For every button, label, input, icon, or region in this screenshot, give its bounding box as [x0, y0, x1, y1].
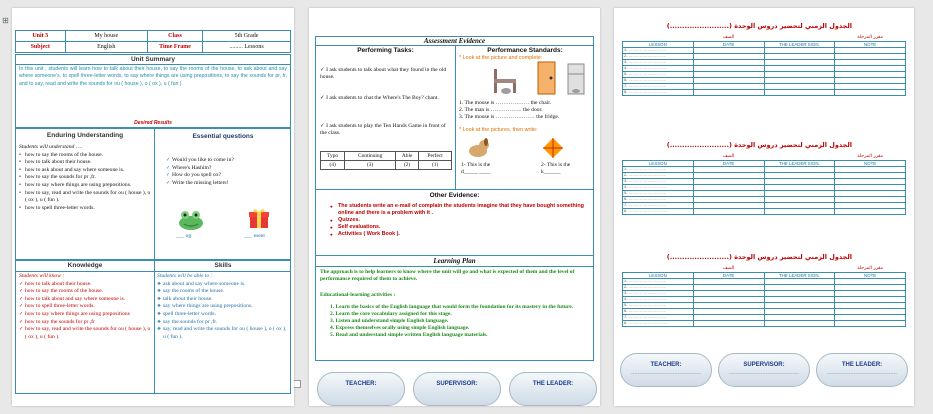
schedule-cell[interactable]: 2- …………………………: [623, 53, 694, 59]
essential-question: ✓ Would you like to come in?: [166, 157, 290, 165]
blank-word-og: ___ og: [176, 233, 192, 239]
skill-item: ❖ spell three-letter words.: [157, 311, 290, 319]
class-label: Class: [148, 31, 203, 42]
class-label: الصف: [722, 34, 735, 40]
rubric-table: [320, 151, 452, 170]
sentence-1: 1. The mouse is ……………… the chair.: [459, 100, 552, 106]
unit-summary-text: In this unit , students will learn how to talk about their house, to say the rooms of the house, to ask about and say where someone's, to spell three-letter words, to say where things are using prepositions, to say the sounds for pr, fr, and to say, read and write the sounds for ou ( house ), o ( ox ), u ( fun ): [19, 66, 287, 87]
schedule-column-header: LESSON: [623, 160, 694, 166]
kite-icon: [542, 137, 564, 161]
subject-value: English: [65, 42, 148, 53]
knowledge-item: ✓ how to say the sounds for pr ,fr: [19, 319, 152, 327]
task-1: ✓ I ask students to talk about what they found in the old house.: [320, 67, 447, 80]
other-evidence-title: Other Evidence:: [429, 192, 480, 199]
evidence-item: ● Activities ( Work Book ).: [330, 231, 588, 238]
schedule-cell[interactable]: 2- …………………………: [623, 172, 694, 178]
rubric-label: Able: [396, 152, 419, 161]
table-move-handle-icon[interactable]: ⊞: [2, 16, 9, 25]
schedule-cell[interactable]: 7- …………………………: [623, 314, 694, 320]
supervisor-signature-pill-p3[interactable]: SUPERVISOR: ……………………………………: [718, 353, 810, 387]
schedule-cell[interactable]: [835, 320, 906, 326]
schedule-cell[interactable]: 5- …………………………: [623, 71, 694, 77]
rubric-score: (3): [345, 161, 396, 170]
subject-label: Subject: [16, 42, 66, 53]
knowledge-item: ✓ how to talk about and say where someone is.: [19, 296, 152, 304]
enduring-item: • how to say the sounds for pr ,fr.: [19, 174, 151, 182]
activity-item: 3. Listen and understand simple English language.: [330, 318, 449, 324]
supervisor-signature-pill[interactable]: SUPERVISOR:: [413, 372, 501, 406]
schedule-column-header: THE LEADER SIGN.: [764, 160, 835, 166]
time-frame-label: Time Frame: [148, 42, 203, 53]
unit-summary-box: [15, 54, 291, 128]
write-item-1: 1- This is the d_____ ____: [461, 162, 491, 175]
leader-signature-pill-p3[interactable]: THE LEADER: ……………………………………: [816, 353, 908, 387]
task-3: ✓ I ask students to play the Ten Hands Game in front of the class.: [320, 123, 446, 136]
table-row: [623, 89, 906, 95]
unit-summary-title: Unit Summary: [16, 55, 290, 65]
schedule-cell[interactable]: 7- …………………………: [623, 83, 694, 89]
schedule-column-header: NOTE: [835, 41, 906, 47]
activities-list: [330, 304, 592, 339]
teacher-signature-pill-p3[interactable]: TEACHER: ……………………………………: [620, 353, 712, 387]
leader-signature-pill[interactable]: THE LEADER:: [509, 372, 597, 406]
knowledge-item: ✓ how to say, read and write the sounds for ou ( house ), o ( ox ), u ( fun ).: [19, 326, 152, 341]
page-lesson-schedule: [614, 8, 914, 406]
enduring-item: • how to ask about and say where someone is.: [19, 167, 151, 175]
essential-questions-title: Essential questions: [192, 133, 254, 140]
sentence-2: 2. The man is …………….. the door.: [459, 107, 543, 113]
schedule-cell[interactable]: [835, 89, 906, 95]
write-item-2: 2- This is the k______: [541, 162, 571, 175]
essential-list: [166, 157, 290, 187]
skill-item: ❖ talk about their house.: [157, 296, 290, 304]
activity-item: 2. Learn the core vocabulary assigned for this stage.: [330, 311, 452, 317]
schedule-cell[interactable]: 8- …………………………: [623, 320, 694, 326]
assessment-evidence-title: Assessment Evidence: [316, 37, 593, 46]
sentence-3: 3. The mouse is ………………… the fridge.: [459, 114, 560, 120]
schedule-cell[interactable]: 1- …………………………: [623, 47, 694, 53]
page-assessment: [309, 8, 600, 406]
activities-title: Educational-learning activities :: [320, 292, 396, 298]
schedule-cell[interactable]: 8- …………………………: [623, 89, 694, 95]
assessment-box: [315, 36, 594, 361]
enduring-item: • how to talk about their house.: [19, 159, 151, 167]
schedule-cell[interactable]: 4- …………………………: [623, 65, 694, 71]
schedule-column-header: DATE: [693, 41, 764, 47]
look-complete-instruction: * Look at the picture and complete:: [459, 55, 543, 61]
knowledge-skills-box: [15, 260, 291, 394]
look-write-instruction: * Look at the pictures, then write:: [459, 127, 538, 133]
time-frame-value: ......... Lessons: [203, 42, 291, 53]
knowledge-intro: Students will know :: [19, 273, 65, 279]
complete-sentences: [459, 100, 594, 121]
schedule-cell[interactable]: [764, 208, 835, 214]
lesson-schedule-table: [622, 265, 906, 327]
page-unit-plan: [12, 8, 294, 406]
learning-plan-title: Learning Plan: [433, 257, 476, 265]
schedule-cell[interactable]: [693, 89, 764, 95]
performing-tasks-title: Performing Tasks:: [357, 47, 414, 54]
knowledge-list: [19, 273, 152, 341]
enduring-list: [19, 144, 151, 212]
schedule-cell[interactable]: 6- …………………………: [623, 308, 694, 314]
schedule-cell[interactable]: [693, 320, 764, 326]
skill-item: ❖ say the rooms of the house.: [157, 288, 290, 296]
activity-item: 5. Read and understand simple written English language materials.: [330, 332, 488, 338]
schedule-cell[interactable]: 5- …………………………: [623, 302, 694, 308]
enduring-item: • how to spell three-letter words.: [19, 205, 151, 213]
evidence-item: ● The students write an e-mail of complain the students imagine that they have bought something online and there is a problem with it .: [330, 203, 588, 217]
schedule-column-header: LESSON: [623, 272, 694, 278]
rubric-label: Typo: [321, 152, 345, 161]
schedule-cell[interactable]: 2- …………………………: [623, 284, 694, 290]
class-label: الصف: [722, 153, 735, 159]
enduring-item: • how to say, read and write the sounds for ou ( house ), o ( ox ), u ( fun ).: [19, 190, 151, 205]
schedule-cell[interactable]: 8- …………………………: [623, 208, 694, 214]
schedule-title: الجدول الزمني لتحضير دروس الوحدة (........................): [666, 141, 852, 149]
schedule-column-header: NOTE: [835, 160, 906, 166]
schedule-column-header: NOTE: [835, 272, 906, 278]
schedule-column-header: THE LEADER SIGN.: [764, 41, 835, 47]
stage-label: مقرر المرحلة: [857, 34, 883, 40]
evidence-item: ● Self evaluations.: [330, 224, 588, 231]
schedule-column-header: DATE: [693, 160, 764, 166]
schedule-cell[interactable]: [764, 89, 835, 95]
enduring-item: • how to say where things are using prepositions.: [19, 182, 151, 190]
unit-value: My house: [65, 31, 148, 42]
stage-label: مقرر المرحلة: [857, 153, 883, 159]
understanding-box: [15, 128, 291, 260]
schedule-column-header: LESSON: [623, 41, 694, 47]
schedule-cell[interactable]: 4- …………………………: [623, 296, 694, 302]
learning-plan-intro: The approach is to help learners to know where the unit will go and what is expected of them and the level of performance required of them to achieve.: [320, 269, 575, 282]
rubric-label: Continuing: [345, 152, 396, 161]
performance-standards-title: Performance Standards:: [487, 47, 563, 54]
skill-item: ❖ say the sounds for pr ,fr.: [157, 319, 290, 327]
evidence-item: ● Quizzes.: [330, 217, 588, 224]
schedule-column-header: THE LEADER SIGN.: [764, 272, 835, 278]
essential-question: ✓ Where's Hashim?: [166, 165, 290, 173]
schedule-cell[interactable]: 1- …………………………: [623, 166, 694, 172]
door-icon: [536, 61, 558, 97]
knowledge-title: Knowledge: [67, 262, 103, 269]
knowledge-item: ✓ how to talk about their house.: [19, 281, 152, 289]
essential-question: ✓ How do you spell ox?: [166, 172, 290, 180]
skills-list: [157, 273, 290, 341]
skill-item: ❖ ask about and say where someone is.: [157, 281, 290, 289]
essential-question: ✓ Write the missing letters!: [166, 180, 290, 188]
chair-icon: [486, 65, 526, 97]
task-2: ✓ I ask students to chat the Where's The Boy? chant.: [320, 95, 439, 101]
fridge-icon: [566, 63, 586, 97]
schedule-cell[interactable]: 5- …………………………: [623, 190, 694, 196]
schedule-column-header: DATE: [693, 272, 764, 278]
stage-label: مقرر المرحلة: [857, 265, 883, 271]
schedule-cell[interactable]: 1- …………………………: [623, 278, 694, 284]
schedule-cell[interactable]: 4- …………………………: [623, 184, 694, 190]
blank-word-esent: ___ esent: [244, 233, 265, 239]
knowledge-item: ✓ how to say where things are using prepositions: [19, 311, 152, 319]
lesson-schedule-table: [622, 34, 906, 96]
class-label: الصف: [722, 265, 735, 271]
unit-header-table: [15, 30, 291, 53]
schedule-cell[interactable]: 6- …………………………: [623, 77, 694, 83]
desired-results-label: Desired Results: [134, 120, 172, 126]
schedule-title: الجدول الزمني لتحضير دروس الوحدة (........................): [666, 22, 852, 30]
enduring-understanding-title: Enduring Understanding: [46, 132, 124, 139]
class-value: 5th Grade: [203, 31, 291, 42]
dog-icon: [466, 137, 490, 161]
schedule-cell[interactable]: [693, 208, 764, 214]
activity-item: 1. Learn the basics of the English language that would form the foundation for its mastery in the future.: [330, 304, 574, 310]
other-evidence-list: [330, 203, 588, 238]
knowledge-item: ✓ how to spell three-letter words.: [19, 303, 152, 311]
table-row: [623, 208, 906, 214]
enduring-item: • how to say the rooms of the house.: [19, 152, 151, 160]
lesson-schedule-table: [622, 153, 906, 215]
rubric-score: (2): [396, 161, 419, 170]
schedule-cell[interactable]: 3- …………………………: [623, 290, 694, 296]
table-row: [623, 320, 906, 326]
schedule-cell[interactable]: 3- …………………………: [623, 59, 694, 65]
rubric-label: Perfect: [419, 152, 452, 161]
skill-item: ❖ say where things are using prepositions.: [157, 303, 290, 311]
skills-intro: Students will be able to :: [157, 273, 213, 279]
skills-title: Skills: [214, 262, 232, 269]
schedule-cell[interactable]: [835, 208, 906, 214]
schedule-cell[interactable]: [764, 320, 835, 326]
rubric-score: (1): [419, 161, 452, 170]
schedule-cell[interactable]: 6- …………………………: [623, 196, 694, 202]
teacher-signature-pill[interactable]: TEACHER:: [317, 372, 405, 406]
unit-label: Unit 3: [16, 31, 66, 42]
schedule-cell[interactable]: 3- …………………………: [623, 178, 694, 184]
skill-item: ❖ say, read and write the sounds for ou ( house ), o ( ox ), u ( fun ).: [157, 326, 290, 341]
present-gift-icon: [248, 207, 270, 231]
rubric-score: (4): [321, 161, 345, 170]
schedule-title: الجدول الزمني لتحضير دروس الوحدة (........................): [666, 253, 852, 261]
resize-handle[interactable]: [293, 380, 301, 388]
activity-item: 4. Express themselves orally using simple English language.: [330, 325, 470, 331]
frog-icon: [176, 209, 206, 233]
knowledge-item: ✓ how to say the rooms of the house.: [19, 288, 152, 296]
schedule-cell[interactable]: 7- …………………………: [623, 202, 694, 208]
enduring-intro: Students will understand ….: [19, 144, 83, 150]
